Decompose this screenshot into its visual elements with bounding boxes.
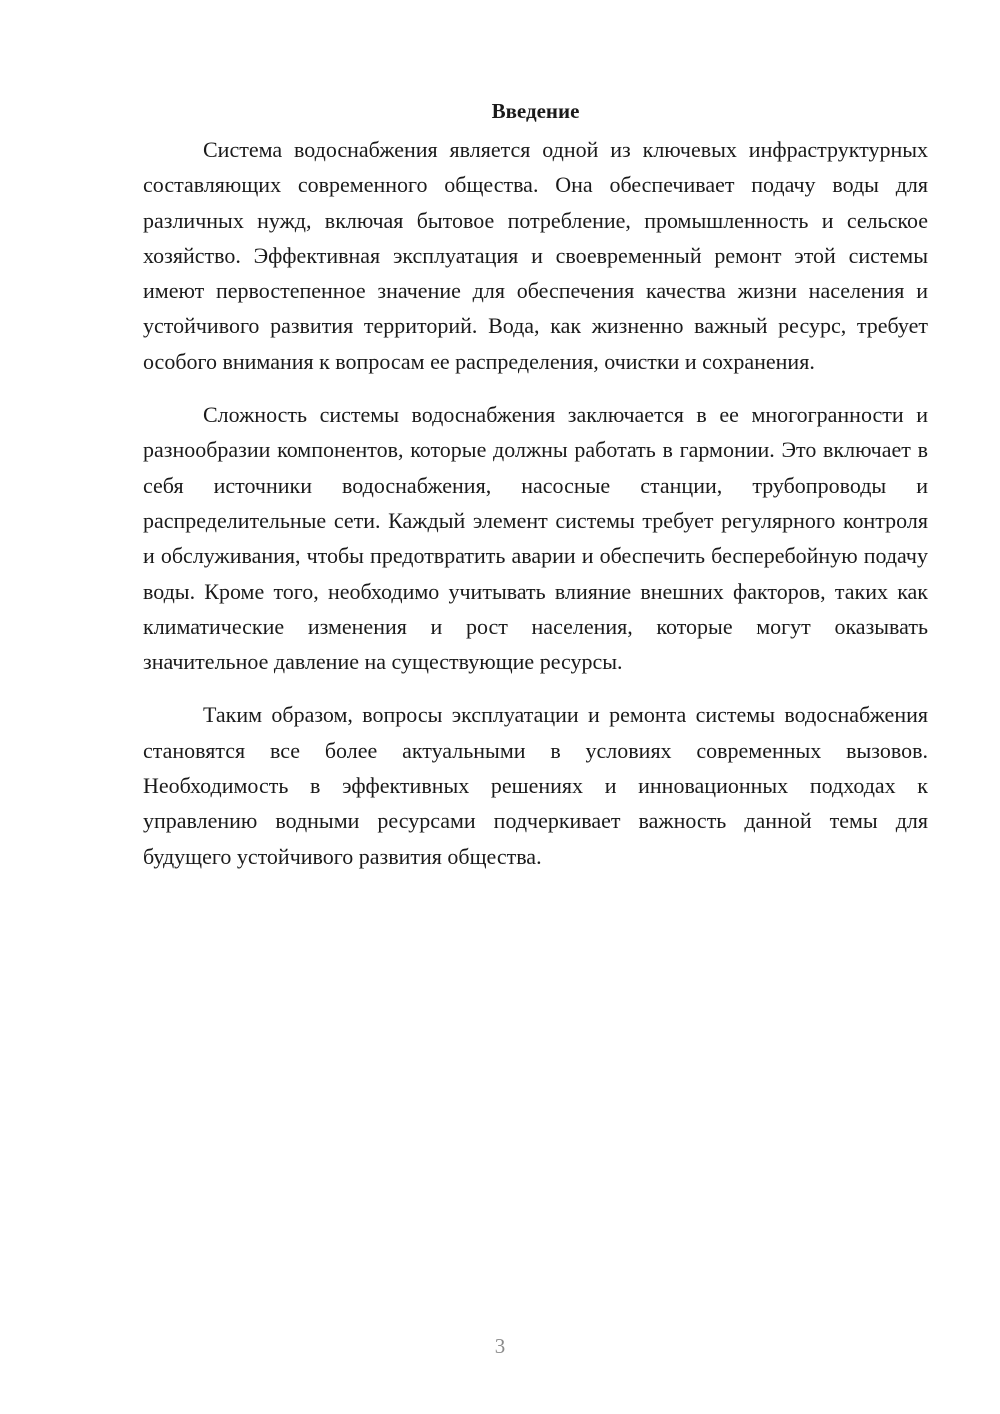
paragraph-1: Система водоснабжения является одной из ключевых инфраструктурных составляющих современного общества. Она обеспечивает подачу воды для различных нужд, включая бытовое потребление, промышленность и сельское хозяйство. Эффективная эксплуатация и своевременный ремонт этой системы имеют первостепенное значение для обеспечения качества жизни населения и устойчивого развития территорий. Вода, как жизненно важный ресурс, требует особого внимания к вопросам ее распределения, очистки и сохранения. [143,137,928,374]
paragraph-3: Таким образом, вопросы эксплуатации и ремонта системы водоснабжения становятся все более актуальными в условиях современных вызовов. Необходимость в эффективных решениях и инновационных подходах к управлению водными ресурсами подчеркивает важность данной темы для будущего устойчивого развития общества. [143,702,928,869]
page-number: 3 [494,1334,506,1358]
page-content [143,97,928,892]
section-heading: Введение [491,99,580,123]
paragraph-2: Сложность системы водоснабжения заключается в ее многогранности и разнообразии компонентов, которые должны работать в гармонии. Это включает в себя источники водоснабжения, насосные станции, трубопроводы и распределительные сети. Каждый элемент системы требует регулярного контроля и обслуживания, чтобы предотвратить аварии и обеспечить бесперебойную подачу воды. Кроме того, необходимо учитывать влияние внешних факторов, таких как климатические изменения и рост населения, которые могут оказывать значительное давление на существующие ресурсы. [143,402,928,675]
